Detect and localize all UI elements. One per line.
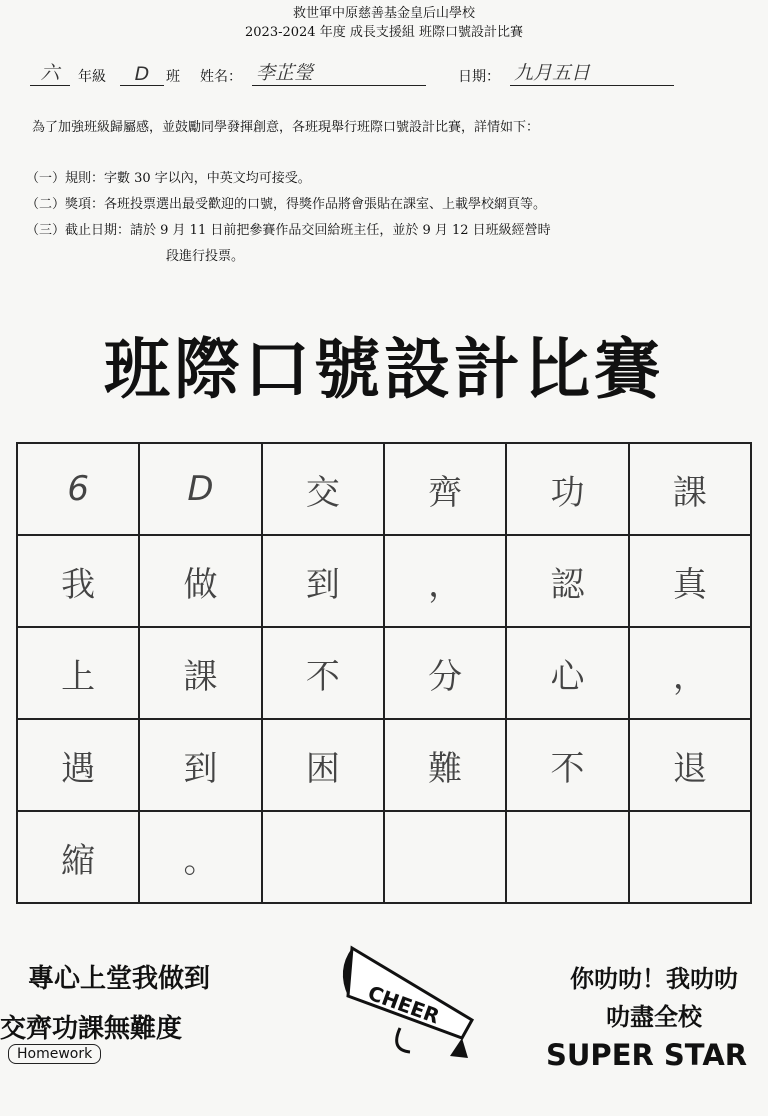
grid-cell[interactable]: 困 [262, 719, 384, 811]
grid-row [17, 443, 751, 535]
slogan-right-line-3: SUPER STAR [546, 1038, 748, 1072]
grid-cell[interactable]: 認 [506, 535, 628, 627]
rule-3: （三）截止日期：請於 9 月 11 日前把參賽作品交回給班主任，並於 9 月 12 日班級經營時 [26, 223, 551, 238]
grid-cell[interactable]: 我 [17, 535, 139, 627]
class-label: 班 [166, 69, 180, 85]
grid-row [17, 719, 751, 811]
student-info-row [30, 64, 730, 90]
slogan-right-block [540, 960, 768, 1074]
name-field[interactable]: 李芷瑩 [252, 58, 426, 86]
date-label: 日期： [458, 69, 500, 85]
grid-cell[interactable]: ， [384, 535, 506, 627]
competition-title: 班際口號設計比賽 [104, 331, 664, 408]
slogan-left-line-2: 交齊功課無難度 [0, 1014, 183, 1044]
grid-cell[interactable]: 上 [17, 627, 139, 719]
grid-cell[interactable]: 課 [139, 627, 261, 719]
date-field[interactable]: 九月五日 [510, 58, 674, 86]
grid-cell[interactable]: 不 [506, 719, 628, 811]
megaphone-icon [330, 940, 480, 1070]
rule-1: （一）規則：字數 30 字以內，中英文均可接受。 [26, 171, 311, 186]
name-label: 姓名： [200, 69, 242, 85]
grid-cell[interactable]: 做 [139, 535, 261, 627]
slogan-left-line-1: 專心上堂我做到 [28, 964, 211, 994]
grid-cell[interactable] [384, 811, 506, 903]
grid-cell[interactable]: 退 [629, 719, 751, 811]
grid-cell[interactable]: 心 [506, 627, 628, 719]
grade-label: 年級 [78, 69, 106, 85]
rule-3-continued: 段進行投票。 [166, 249, 245, 264]
class-field[interactable]: D [120, 63, 164, 86]
grid-cell[interactable]: 功 [506, 443, 628, 535]
grid-cell[interactable]: 難 [384, 719, 506, 811]
school-name: 救世軍中原慈善基金皇后山學校 [292, 6, 475, 21]
grid-cell[interactable]: 真 [629, 535, 751, 627]
grid-cell[interactable]: 6 [17, 443, 139, 535]
grid-cell[interactable]: 交 [262, 443, 384, 535]
grid-row [17, 811, 751, 903]
rule-2: （二）獎項：各班投票選出最受歡迎的口號，得獎作品將會張貼在課室、上載學校網頁等。 [26, 197, 547, 212]
grid-cell[interactable]: 。 [139, 811, 261, 903]
grid-cell[interactable]: 齊 [384, 443, 506, 535]
grid-cell[interactable]: 縮 [17, 811, 139, 903]
competition-subtitle: 2023-2024 年度 成長支援組 班際口號設計比賽 [245, 25, 523, 40]
homework-tag: Homework [8, 1044, 101, 1064]
grid-cell[interactable]: 課 [629, 443, 751, 535]
slogan-grid [16, 442, 752, 904]
slogan-right-line-1: 你叻叻！我叻叻 [570, 965, 738, 993]
grid-row [17, 627, 751, 719]
grade-field[interactable]: 六 [30, 58, 70, 86]
grid-cell[interactable]: 分 [384, 627, 506, 719]
intro-text: 為了加強班級歸屬感，並鼓勵同學發揮創意，各班現舉行班際口號設計比賽，詳情如下： [32, 120, 540, 135]
grid-cell[interactable]: 遇 [17, 719, 139, 811]
grid-cell[interactable]: 到 [139, 719, 261, 811]
grid-cell[interactable] [506, 811, 628, 903]
cheer-label: CHEER [364, 980, 443, 1029]
grid-cell[interactable]: D [139, 443, 261, 535]
rules-list [26, 166, 551, 270]
grid-cell[interactable]: ， [629, 627, 751, 719]
grid-cell[interactable] [629, 811, 751, 903]
grid-cell[interactable]: 到 [262, 535, 384, 627]
grid-row [17, 535, 751, 627]
grid-cell[interactable]: 不 [262, 627, 384, 719]
slogan-left-block [0, 954, 210, 1054]
document-header [0, 4, 768, 42]
grid-cell[interactable] [262, 811, 384, 903]
slogan-right-line-2: 叻盡全校 [606, 1003, 702, 1031]
